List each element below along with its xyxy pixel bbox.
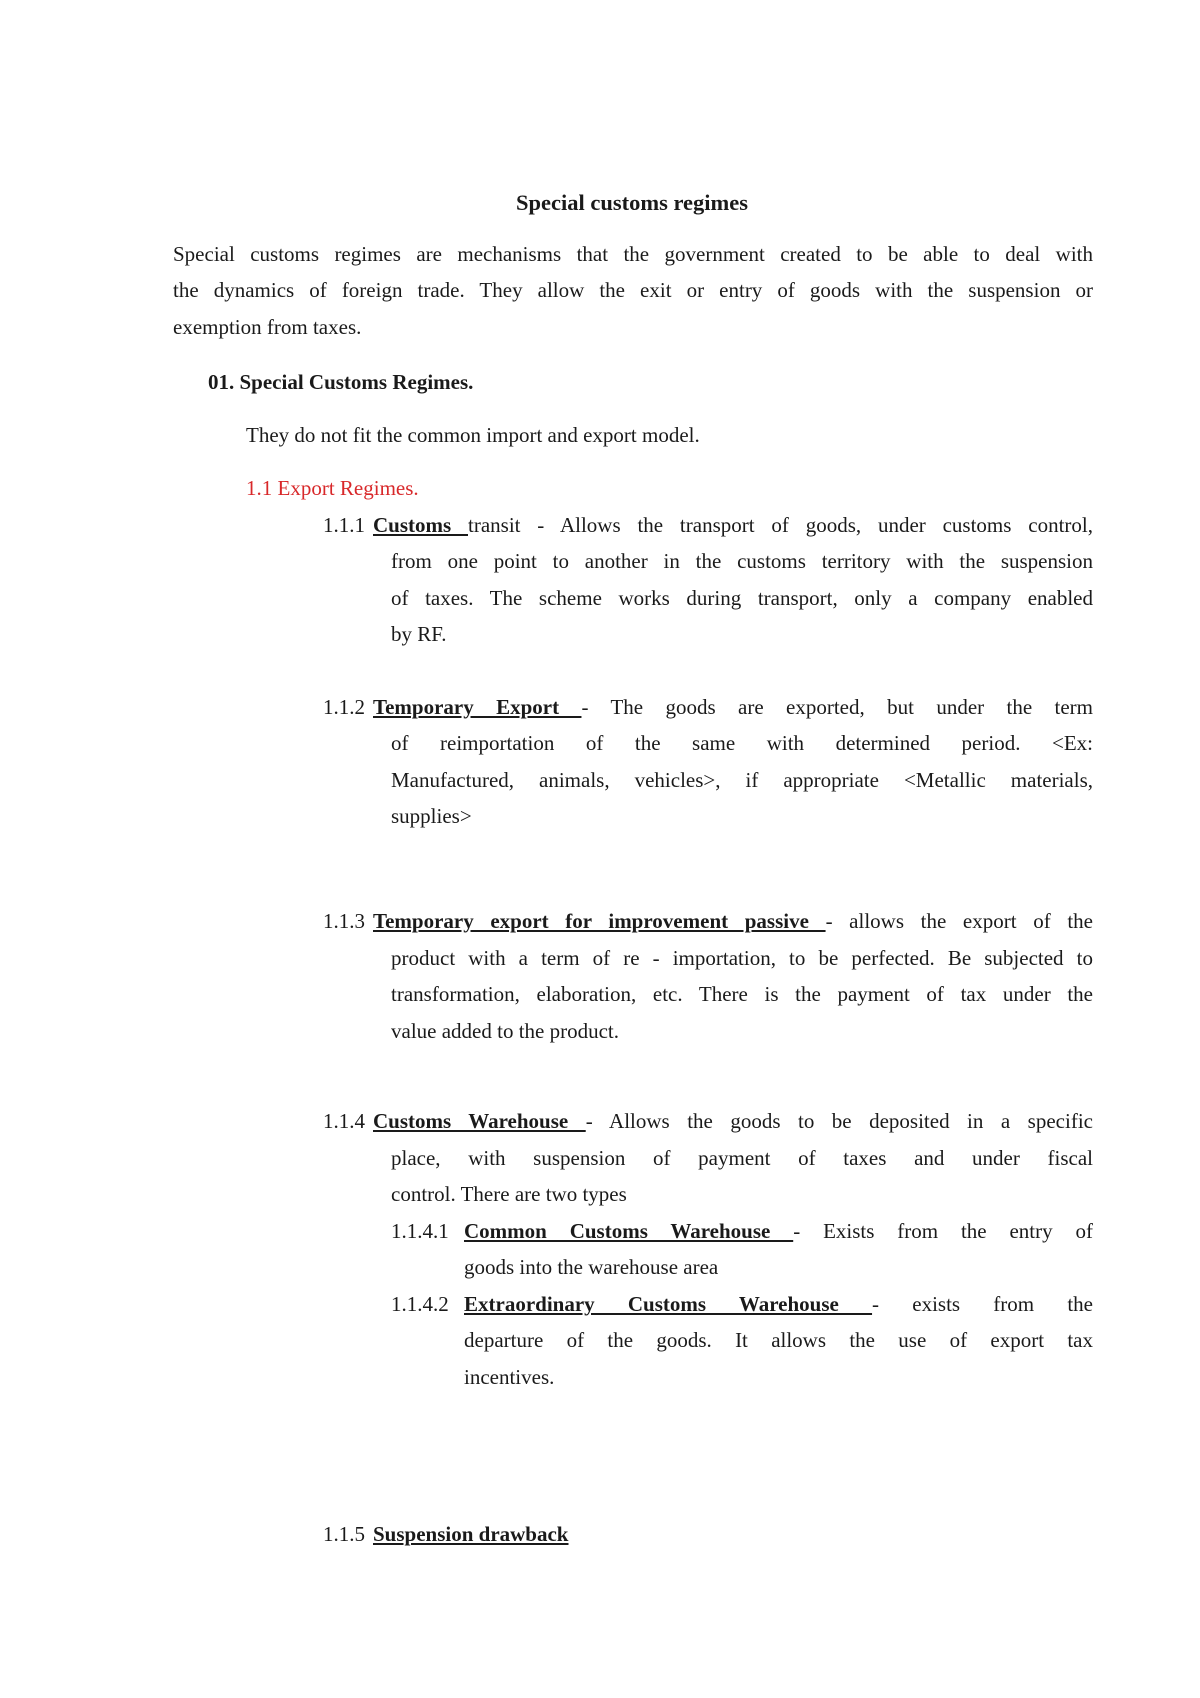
item-number: 1.1.5 <box>323 1522 365 1546</box>
item-first-line <box>373 1524 569 1545</box>
item-text: transit - Allows the transport of goods, under customs control, <box>468 513 1093 537</box>
item-line: from one point to another in the customs territory with the suspension <box>391 549 1093 573</box>
item-text: - Allows the goods to be deposited in a specific <box>585 1109 1093 1133</box>
page-title: Special customs regimes <box>515 190 749 215</box>
item-line: value added to the product. <box>391 1019 620 1043</box>
subitem-first-line <box>464 1221 1093 1242</box>
item-text: - The goods are exported, but under the term <box>581 695 1094 719</box>
item-term: Customs <box>373 513 468 537</box>
item-line: Manufactured, animals, vehicles>, if appropriate <Metallic materials, <box>391 768 1093 792</box>
subitem-line: departure of the goods. It allows the use of export tax <box>464 1328 1093 1352</box>
item-number: 1.1.1 <box>323 513 365 537</box>
item-first-line <box>373 1111 1093 1132</box>
section-note: They do not fit the common import and export model. <box>246 423 700 447</box>
subitem-line: incentives. <box>464 1365 555 1389</box>
subitem-term: Extraordinary Customs Warehouse <box>464 1292 873 1316</box>
subitem-text: - Exists from the entry of <box>793 1219 1094 1243</box>
section-heading: 01. Special Customs Regimes. <box>208 370 474 394</box>
item-line: of reimportation of the same with determined period. <Ex: <box>391 731 1093 755</box>
item-first-line <box>373 697 1093 718</box>
item-number: 1.1.4 <box>323 1109 365 1133</box>
subitem-term: Common Customs Warehouse <box>464 1219 794 1243</box>
item-line: transformation, elaboration, etc. There is the payment of tax under the <box>391 982 1093 1006</box>
subsection-heading: 1.1 Export Regimes. <box>246 476 419 500</box>
intro-line-1: Special customs regimes are mechanisms that the government created to be able to deal with <box>173 242 1093 266</box>
item-line: supplies> <box>391 804 472 828</box>
subitem-first-line <box>464 1294 1093 1315</box>
item-first-line <box>373 911 1093 932</box>
item-line: of taxes. The scheme works during transport, only a company enabled <box>391 586 1093 610</box>
subitem-number: 1.1.4.2 <box>391 1292 449 1316</box>
subitem-line: goods into the warehouse area <box>464 1255 719 1279</box>
item-text: - allows the export of the <box>825 909 1093 933</box>
subitem-number: 1.1.4.1 <box>391 1219 449 1243</box>
item-number: 1.1.3 <box>323 909 365 933</box>
item-line: by RF. <box>391 622 447 646</box>
item-number: 1.1.2 <box>323 695 365 719</box>
item-first-line <box>373 515 1093 536</box>
item-term: Customs Warehouse <box>373 1109 586 1133</box>
item-line: control. There are two types <box>391 1182 627 1206</box>
intro-line-2: the dynamics of foreign trade. They allow the exit or entry of goods with the suspension or <box>173 278 1093 302</box>
item-line: place, with suspension of payment of taxes and under fiscal <box>391 1146 1093 1170</box>
item-term: Temporary Export <box>373 695 582 719</box>
intro-line-3: exemption from taxes. <box>173 315 362 339</box>
item-term: Suspension drawback <box>373 1522 569 1546</box>
item-term: Temporary export for improvement passive <box>373 909 826 933</box>
subitem-text: - exists from the <box>872 1292 1093 1316</box>
item-line: product with a term of re - importation, to be perfected. Be subjected to <box>391 946 1093 970</box>
